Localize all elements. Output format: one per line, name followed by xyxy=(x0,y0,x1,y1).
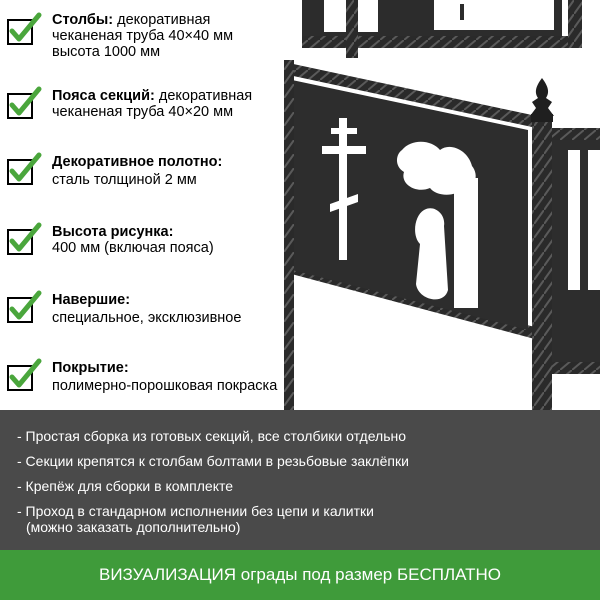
spec-line: чеканеная труба 40×20 мм xyxy=(52,104,234,120)
spec-title: Высота рисунка: xyxy=(52,224,174,240)
spec-line: полимерно-порошковая покраска xyxy=(52,378,278,394)
checkmark-icon xyxy=(6,358,42,392)
spec-title: Покрытие: xyxy=(52,360,129,376)
spec-line: сталь толщиной 2 мм xyxy=(52,172,197,188)
promo-highlight: ВИЗУАЛИЗАЦИЯ xyxy=(98,565,237,584)
corner-post xyxy=(530,78,554,410)
spec-line xyxy=(52,12,210,28)
checkmark-icon xyxy=(6,12,42,46)
feature-item: - Простая сборка из готовых секций, все столбики отдельно xyxy=(17,428,407,444)
right-section xyxy=(552,128,600,374)
spec-value: декоративная xyxy=(154,88,253,104)
spec-line: специальное, эксклюзивное xyxy=(52,310,242,326)
features-panel xyxy=(0,410,600,550)
spec-title: Навершие: xyxy=(52,292,131,308)
spec-line xyxy=(52,292,130,308)
checkmark-icon xyxy=(6,222,42,256)
spec-line: высота 1000 мм xyxy=(52,44,161,60)
spec-line xyxy=(52,154,222,170)
feature-item: - Крепёж для сборки в комплекте xyxy=(17,478,234,494)
spec-line: 400 мм (включая пояса) xyxy=(52,240,214,256)
fence-finial-icon xyxy=(530,78,554,122)
feature-item: - Проход в стандарном исполнении без цепи и калитки xyxy=(17,503,374,519)
checkmark-icon xyxy=(6,152,42,186)
spec-line xyxy=(52,224,173,240)
spec-line xyxy=(52,88,252,104)
back-section xyxy=(302,0,582,58)
checkmark-icon xyxy=(6,290,42,324)
left-post xyxy=(284,60,294,410)
promo-banner xyxy=(0,550,600,600)
spec-title: Столбы: xyxy=(52,12,114,28)
fence-illustration xyxy=(284,0,600,410)
spec-title: Пояса секций: xyxy=(52,88,155,104)
promo-highlight: БЕСПЛАТНО xyxy=(396,565,502,584)
feature-item: - Секции крепятся к столбам болтами в резьбовые заклёпки xyxy=(17,453,409,469)
spec-title: Декоративное полотно: xyxy=(52,154,223,170)
feature-item-note: (можно заказать дополнительно) xyxy=(26,519,241,535)
spec-line: чеканеная труба 40×40 мм xyxy=(52,28,234,44)
spec-value: декоративная xyxy=(113,12,211,28)
promo-text: ограды под размер xyxy=(236,565,397,584)
checkmark-icon xyxy=(6,86,42,120)
spec-line xyxy=(52,360,129,376)
